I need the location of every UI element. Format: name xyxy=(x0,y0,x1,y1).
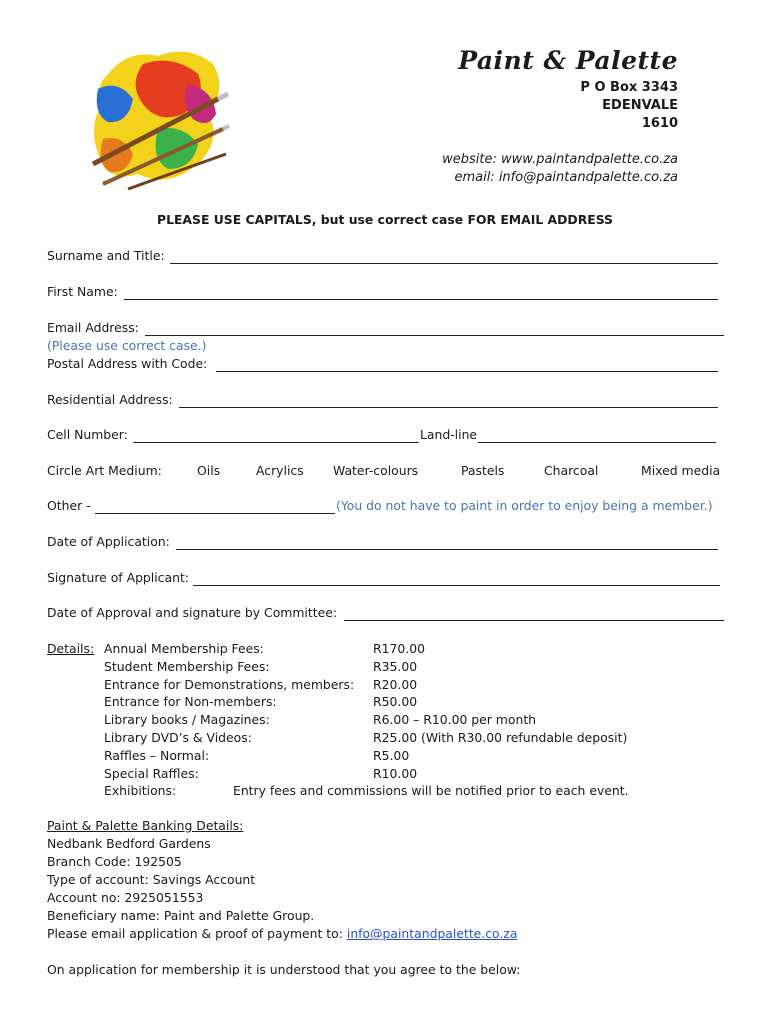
details-item-price: R20.00 xyxy=(373,676,418,692)
address-line-2: EDENVALE xyxy=(602,98,678,113)
website-text: website: www.paintandpalette.co.za xyxy=(442,152,678,167)
details-item-label: Library books / Magazines: xyxy=(104,712,270,728)
proof-email-link[interactable]: info@paintandpalette.co.za xyxy=(346,926,518,941)
other-label: Other - xyxy=(47,498,91,513)
landline-label: Land-line xyxy=(420,427,478,442)
details-item-label: Entrance for Non-members: xyxy=(104,694,277,710)
residential-address-input-line[interactable] xyxy=(179,407,718,408)
email-label: Email Address: xyxy=(47,320,139,335)
details-item-price: R25.00 (With R30.00 refundable deposit) xyxy=(373,730,628,745)
landline-input-line[interactable] xyxy=(478,442,716,443)
medium-option-acrylics[interactable]: Acrylics xyxy=(256,463,304,478)
cell-number-label: Cell Number: xyxy=(47,427,128,442)
other-input-line[interactable] xyxy=(95,513,335,514)
medium-option-water-colours[interactable]: Water-colours xyxy=(333,463,419,478)
other-note: (You do not have to paint in order to enjoy being a member.) xyxy=(336,498,713,513)
proof-of-payment-line xyxy=(47,926,517,941)
email-case-note: (Please use correct case.) xyxy=(47,338,207,353)
address-line-3: 1610 xyxy=(641,116,678,131)
account-type: Type of account: Savings Account xyxy=(47,872,256,887)
surname-label: Surname and Title: xyxy=(47,248,165,263)
details-item-label: Special Raffles: xyxy=(104,765,199,781)
beneficiary-name: Beneficiary name: Paint and Palette Group. xyxy=(47,908,315,923)
details-heading: Details: xyxy=(47,641,95,656)
medium-option-oils[interactable]: Oils xyxy=(197,463,221,478)
exhibitions-label: Exhibitions: xyxy=(104,783,177,798)
details-item-label: Raffles – Normal: xyxy=(104,747,210,763)
banking-heading: Paint & Palette Banking Details: xyxy=(47,818,244,833)
details-item-label: Library DVD’s & Videos: xyxy=(104,730,252,745)
art-medium-label: Circle Art Medium: xyxy=(47,463,162,478)
details-item-price: R5.00 xyxy=(373,747,410,763)
address-line-1: P O Box 3343 xyxy=(580,80,678,95)
medium-option-pastels[interactable]: Pastels xyxy=(461,463,505,478)
proof-of-payment-text: Please email application & proof of payment to: xyxy=(47,926,343,941)
cell-number-input-line[interactable] xyxy=(133,442,419,443)
first-name-input-line[interactable] xyxy=(124,299,718,300)
brand-title: Paint & Palette xyxy=(458,46,678,75)
branch-code: Branch Code: 192505 xyxy=(47,854,182,869)
email-text: email: info@paintandpalette.co.za xyxy=(454,170,678,185)
details-item-price: R35.00 xyxy=(373,658,418,674)
exhibitions-text: Entry fees and commissions will be notified prior to each event. xyxy=(233,783,629,798)
medium-option-charcoal[interactable]: Charcoal xyxy=(544,463,599,478)
account-number: Account no: 2925051553 xyxy=(47,890,204,905)
postal-address-input-line[interactable] xyxy=(216,371,718,372)
details-item-label: Entrance for Demonstrations, members: xyxy=(104,676,355,692)
medium-option-mixed-media[interactable]: Mixed media xyxy=(641,463,721,478)
details-item-label: Annual Membership Fees: xyxy=(104,641,264,656)
date-of-application-input-line[interactable] xyxy=(176,549,718,550)
details-item-label: Student Membership Fees: xyxy=(104,658,270,674)
approval-label: Date of Approval and signature by Committee: xyxy=(47,605,337,620)
instruction-heading: PLEASE USE CAPITALS, but use correct case FOR EMAIL ADDRESS xyxy=(156,212,613,227)
first-name-label: First Name: xyxy=(47,284,118,299)
membership-agreement-text: On application for membership it is understood that you agree to the below: xyxy=(47,962,521,977)
signature-label: Signature of Applicant: xyxy=(47,570,189,585)
details-item-price: R170.00 xyxy=(373,641,425,656)
signature-input-line[interactable] xyxy=(193,585,720,586)
email-input-line[interactable] xyxy=(145,335,724,336)
details-item-price: R50.00 xyxy=(373,694,418,710)
approval-input-line[interactable] xyxy=(344,620,724,621)
postal-address-label: Postal Address with Code: xyxy=(47,356,208,371)
details-item-price: R6.00 – R10.00 per month xyxy=(373,712,537,728)
surname-input-line[interactable] xyxy=(170,263,718,264)
details-item-price: R10.00 xyxy=(373,765,418,781)
bank-name: Nedbank Bedford Gardens xyxy=(47,836,211,851)
date-of-application-label: Date of Application: xyxy=(47,534,170,549)
residential-address-label: Residential Address: xyxy=(47,392,173,407)
paint-splash-logo-image xyxy=(88,44,230,190)
